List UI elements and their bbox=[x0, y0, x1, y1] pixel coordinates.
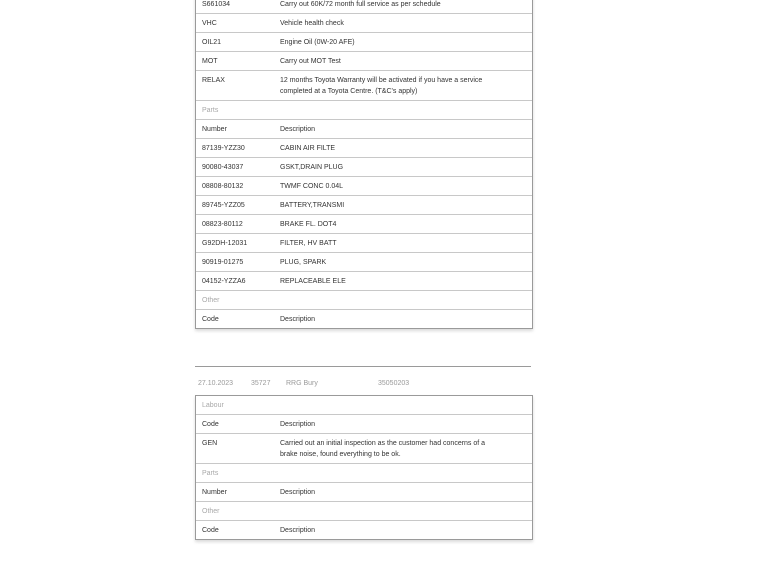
column-header-code: Code bbox=[202, 527, 219, 534]
column-header-number: Number bbox=[202, 489, 227, 496]
labour-code: MOT bbox=[202, 58, 218, 65]
part-description: PLUG, SPARK bbox=[280, 259, 327, 266]
other-header-row bbox=[196, 521, 532, 539]
labour-code: OIL21 bbox=[202, 39, 222, 46]
labour-description: Vehicle health check bbox=[280, 20, 344, 27]
section-label: Parts bbox=[202, 107, 219, 114]
column-header-description: Description bbox=[280, 527, 316, 534]
column-header-description: Description bbox=[280, 421, 316, 428]
part-description: REPLACEABLE ELE bbox=[280, 278, 346, 285]
labour-code: VHC bbox=[202, 20, 217, 27]
labour-description: Carried out an initial inspection as the customer had concerns of a brake noise, found everything to be ok. bbox=[280, 440, 486, 458]
parts-section-heading bbox=[196, 101, 532, 120]
parts-header-row bbox=[196, 483, 532, 502]
labour-code: GEN bbox=[202, 440, 218, 447]
section-label: Other bbox=[202, 508, 220, 515]
labour-code: S661034 bbox=[202, 1, 231, 8]
visit-reference: 35050203 bbox=[378, 380, 410, 387]
part-row bbox=[196, 158, 532, 177]
part-row bbox=[196, 215, 532, 234]
column-header-code: Code bbox=[202, 421, 219, 428]
parts-section-heading bbox=[196, 464, 532, 483]
part-description: GSKT,DRAIN PLUG bbox=[280, 164, 344, 171]
labour-description: Carry out MOT Test bbox=[280, 58, 341, 65]
labour-section-heading bbox=[196, 396, 532, 415]
part-number: 08808-80132 bbox=[202, 183, 244, 190]
visit-date: 27.10.2023 bbox=[198, 380, 234, 387]
part-row bbox=[196, 139, 532, 158]
part-description: BATTERY,TRANSMI bbox=[280, 202, 345, 209]
other-section-heading bbox=[196, 502, 532, 521]
labour-row bbox=[196, 52, 532, 71]
labour-row bbox=[196, 0, 532, 14]
section-label: Labour bbox=[202, 402, 224, 409]
section-label: Parts bbox=[202, 470, 219, 477]
part-number: G92DH-12031 bbox=[202, 240, 248, 247]
column-header-description: Description bbox=[280, 126, 316, 133]
visit-header bbox=[195, 366, 531, 395]
other-header-row bbox=[196, 310, 532, 328]
part-row bbox=[196, 177, 532, 196]
visit-mileage: 35727 bbox=[251, 380, 271, 387]
part-number: 89745-YZZ05 bbox=[202, 202, 245, 209]
labour-description: 12 months Toyota Warranty will be activated if you have a service completed at a Toyota Centre. (T&C's apply) bbox=[280, 77, 483, 95]
part-number: 08823-80112 bbox=[202, 221, 243, 228]
part-description: FILTER, HV BATT bbox=[280, 240, 337, 247]
column-header-code: Code bbox=[202, 316, 219, 323]
part-row bbox=[196, 196, 532, 215]
part-row bbox=[196, 234, 532, 253]
part-description: BRAKE FL. DOT4 bbox=[280, 221, 337, 228]
column-header-number: Number bbox=[202, 126, 227, 133]
visit-dealer: RRG Bury bbox=[286, 380, 318, 387]
labour-row bbox=[196, 14, 532, 33]
labour-description: Carry out 60K/72 month full service as per schedule bbox=[280, 1, 441, 8]
column-header-description: Description bbox=[280, 316, 316, 323]
part-number: 90919-01275 bbox=[202, 259, 244, 266]
labour-row bbox=[196, 71, 532, 101]
part-description: TWMF CONC 0.04L bbox=[280, 183, 344, 190]
column-header-description: Description bbox=[280, 489, 316, 496]
labour-row bbox=[196, 33, 532, 52]
part-number: 87139-YZZ30 bbox=[202, 145, 245, 152]
labour-code: RELAX bbox=[202, 77, 225, 84]
part-number: 04152-YZZA6 bbox=[202, 278, 246, 285]
service-history-card-1 bbox=[195, 0, 533, 329]
labour-header-row bbox=[196, 415, 532, 434]
part-row bbox=[196, 253, 532, 272]
labour-row bbox=[196, 434, 532, 464]
service-history-card-2 bbox=[195, 395, 533, 540]
part-description: CABIN AIR FILTE bbox=[280, 145, 336, 152]
part-number: 90080-43037 bbox=[202, 164, 244, 171]
parts-header-row bbox=[196, 120, 532, 139]
section-label: Other bbox=[202, 297, 220, 304]
labour-description: Engine Oil (0W-20 AFE) bbox=[280, 39, 355, 46]
other-section-heading bbox=[196, 291, 532, 310]
part-row bbox=[196, 272, 532, 291]
